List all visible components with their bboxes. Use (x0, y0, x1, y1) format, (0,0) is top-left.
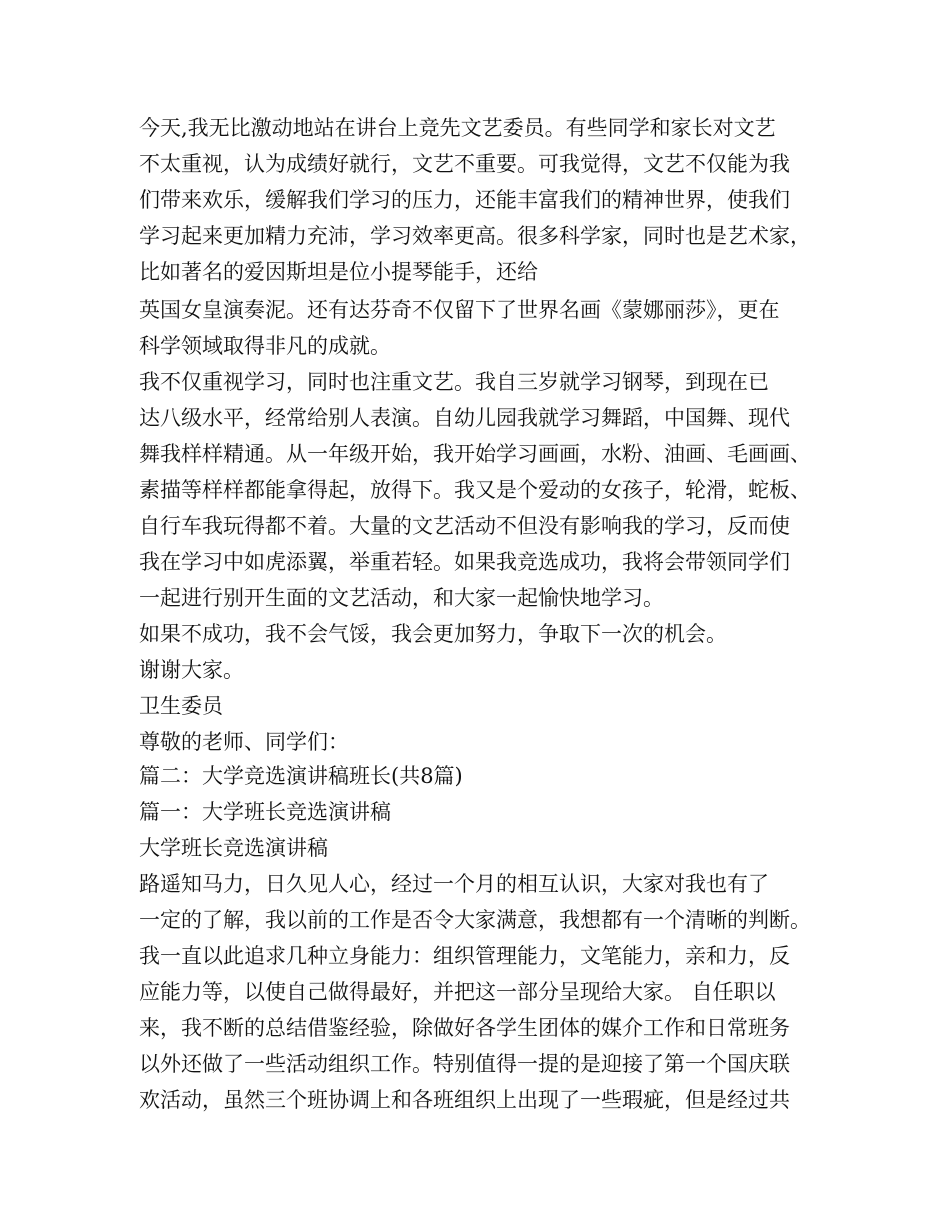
text-line: 一起进行别开生面的文艺活动，和大家一起愉快地学习。 (139, 586, 664, 610)
text-line: 一定的了解，我以前的工作是否令大家满意，我想都有一个清晰的判断。 (139, 908, 811, 932)
article-title: 大学班长竞选演讲稿 (139, 836, 328, 860)
text-line: 舞我样样精通。从一年级开始，我开始学习画画，水粉、油画、毛画画、 (139, 442, 811, 466)
text-line: 不太重视，认为成绩好就行，文艺不重要。可我觉得，文艺不仅能为我 (139, 152, 790, 176)
text-line: 今天,我无比激动地站在讲台上竞先文艺委员。有些同学和家长对文艺 (139, 116, 776, 140)
text-line: 卫生委员 (139, 694, 223, 718)
text-line: 我在学习中如虎添翼，举重若轻。如果我竞选成功，我将会带领同学们 (139, 550, 790, 574)
text-line: 我不仅重视学习，同时也注重文艺。我自三岁就学习钢琴，到现在已 (139, 370, 769, 394)
text-line: 尊敬的老师、同学们： (139, 730, 349, 754)
section-heading: 篇二：大学竞选演讲稿班长(共8篇) (139, 764, 463, 788)
text-line: 素描等样样都能拿得起，放得下。我又是个爱动的女孩子，轮滑，蛇板、 (139, 478, 811, 502)
article-heading: 篇一：大学班长竞选演讲稿 (139, 800, 391, 824)
text-line: 以外还做了一些活动组织工作。特别值得一提的是迎接了第一个国庆联 (139, 1052, 790, 1076)
text-line: 达八级水平，经常给别人表演。自幼儿园我就学习舞蹈，中国舞、现代 (139, 406, 790, 430)
text-line: 英国女皇演奏泥。还有达芬奇不仅留下了世界名画《蒙娜丽莎》，更在 (139, 298, 780, 322)
text-line: 科学领域取得非凡的成就。 (139, 334, 391, 358)
text-line: 们带来欢乐，缓解我们学习的压力，还能丰富我们的精神世界，使我们 (139, 188, 790, 212)
text-line: 比如著名的爱因斯坦是位小提琴能手，还给 (139, 260, 538, 284)
text-line: 我一直以此追求几种立身能力：组织管理能力，文笔能力，亲和力，反 (139, 944, 790, 968)
text-line: 自行车我玩得都不着。大量的文艺活动不但没有影响我的学习，反而使 (139, 514, 790, 538)
text-line: 路遥知马力，日久见人心，经过一个月的相互认识，大家对我也有了 (139, 872, 769, 896)
text-line: 应能力等，以使自己做得最好，并把这一部分呈现给大家。 自任职以 (139, 980, 776, 1004)
text-line: 如果不成功，我不会气馁，我会更加努力，争取下一次的机会。 (139, 622, 727, 646)
text-line: 学习起来更加精力充沛，学习效率更高。很多科学家，同时也是艺术家， (139, 224, 811, 248)
text-line: 来，我不断的总结借鉴经验，除做好各学生团体的媒介工作和日常班务 (139, 1016, 790, 1040)
text-line: 谢谢大家。 (139, 658, 244, 682)
text-line: 欢活动，虽然三个班协调上和各班组织上出现了一些瑕疵，但是经过共 (139, 1088, 790, 1112)
